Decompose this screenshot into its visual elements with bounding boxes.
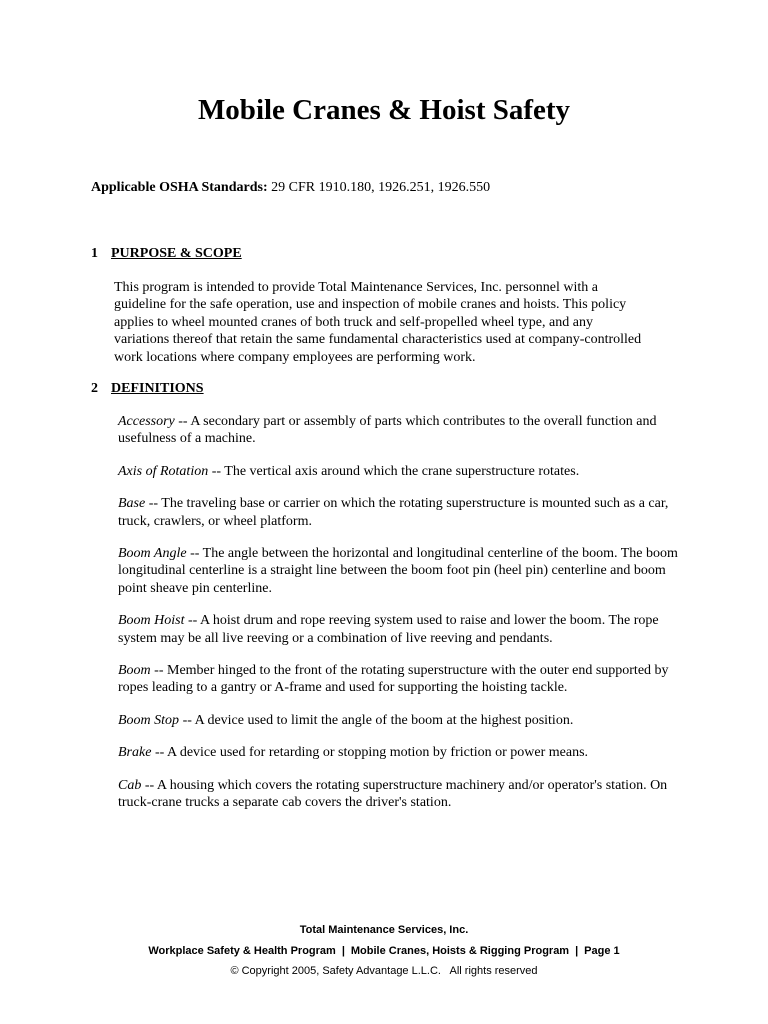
standards-label: Applicable OSHA Standards: [91,180,268,195]
definition-text: -- The traveling base or carrier on which the rotating superstructure is mounted such as a car, truck, crawlers, or wheel platform. [118,496,669,529]
footer-separator: | [575,945,579,957]
definition-term: Axis of Rotation [118,463,209,479]
definition-text: -- A device used to limit the angle of the boom at the highest position. [179,712,574,728]
document-title: Mobile Cranes & Hoist Safety [197,94,571,126]
definition-item [118,744,686,761]
definition-text: -- A secondary part or assembly of parts which contributes to the overall function and usefulness of a machine. [118,414,657,447]
footer-page-number: Page 1 [584,945,620,957]
footer-company: Total Maintenance Services, Inc. [299,924,469,936]
definition-text: -- Member hinged to the front of the rotating superstructure with the outer end supported by ropes leading to a gantry or A-frame and used for supporting the hoisting tackle. [118,663,669,696]
standards-value: 29 CFR 1910.180, 1926.251, 1926.550 [267,180,491,195]
definitions-list [118,413,686,827]
footer-copyright: © Copyright 2005, Safety Advantage L.L.C. All rights reserved [230,965,538,977]
paragraph-line: variations thereof that retain the same fundamental characteristics used at company-controlled [114,332,642,348]
definition-item [118,777,686,812]
definition-text: -- A housing which covers the rotating superstructure machinery and/or operator's station. On truck-crane trucks a separate cab covers the driver's station. [118,777,668,811]
definition-term: Boom Angle [118,546,187,562]
definition-item [118,413,686,448]
definition-item [118,495,686,530]
definition-text: -- A device used for retarding or stopping motion by friction or power means. [151,745,589,761]
footer-subprogram: Mobile Cranes, Hoists & Rigging Program [350,945,570,957]
paragraph-line: guideline for the safe operation, use and inspection of mobile cranes and hoists. This policy [114,297,627,313]
paragraph-line: This program is intended to provide Total Maintenance Services, Inc. personnel with a [114,280,598,295]
definition-item [118,662,686,697]
definition-term: Boom Hoist [118,613,185,629]
definition-term: Base [118,496,146,512]
definition-term: Boom [118,663,151,679]
definition-term: Brake [118,745,152,761]
definition-text: -- The angle between the horizontal and longitudinal centerline of the boom. The boom longitudinal centerline is a straight line between the boom foot pin (heel pin) centerline and boom point sheave pin centerline. [118,546,678,596]
paragraph-line: work locations where company employees are performing work. [114,349,476,365]
definition-term: Accessory [118,414,175,429]
definition-term: Boom Stop [118,712,180,728]
applicable-standards [91,179,490,197]
section-number: 2 [91,381,98,396]
paragraph-line: applies to wheel mounted cranes of both truck and self-propelled wheel type, and any [114,314,593,330]
section-number: 1 [91,246,98,261]
definition-item [118,612,686,647]
section-title: DEFINITIONS [111,381,204,396]
purpose-paragraph [114,279,686,366]
definition-item [118,463,686,480]
definition-text: -- A hoist drum and rope reeving system used to raise and lower the boom. The rope system may be all live reeving or a combination of live reeving and pendants. [118,613,659,646]
footer-program-line [0,944,768,958]
definition-text: -- The vertical axis around which the crane superstructure rotates. [208,463,580,479]
definition-item [118,545,686,597]
definition-term: Cab [118,777,142,793]
definition-item [118,712,686,729]
footer-separator: | [341,945,345,957]
section-heading-definitions [91,380,204,398]
section-title: PURPOSE & SCOPE [111,246,242,261]
section-heading-purpose [91,245,242,263]
footer-program: Workplace Safety & Health Program [148,945,336,957]
